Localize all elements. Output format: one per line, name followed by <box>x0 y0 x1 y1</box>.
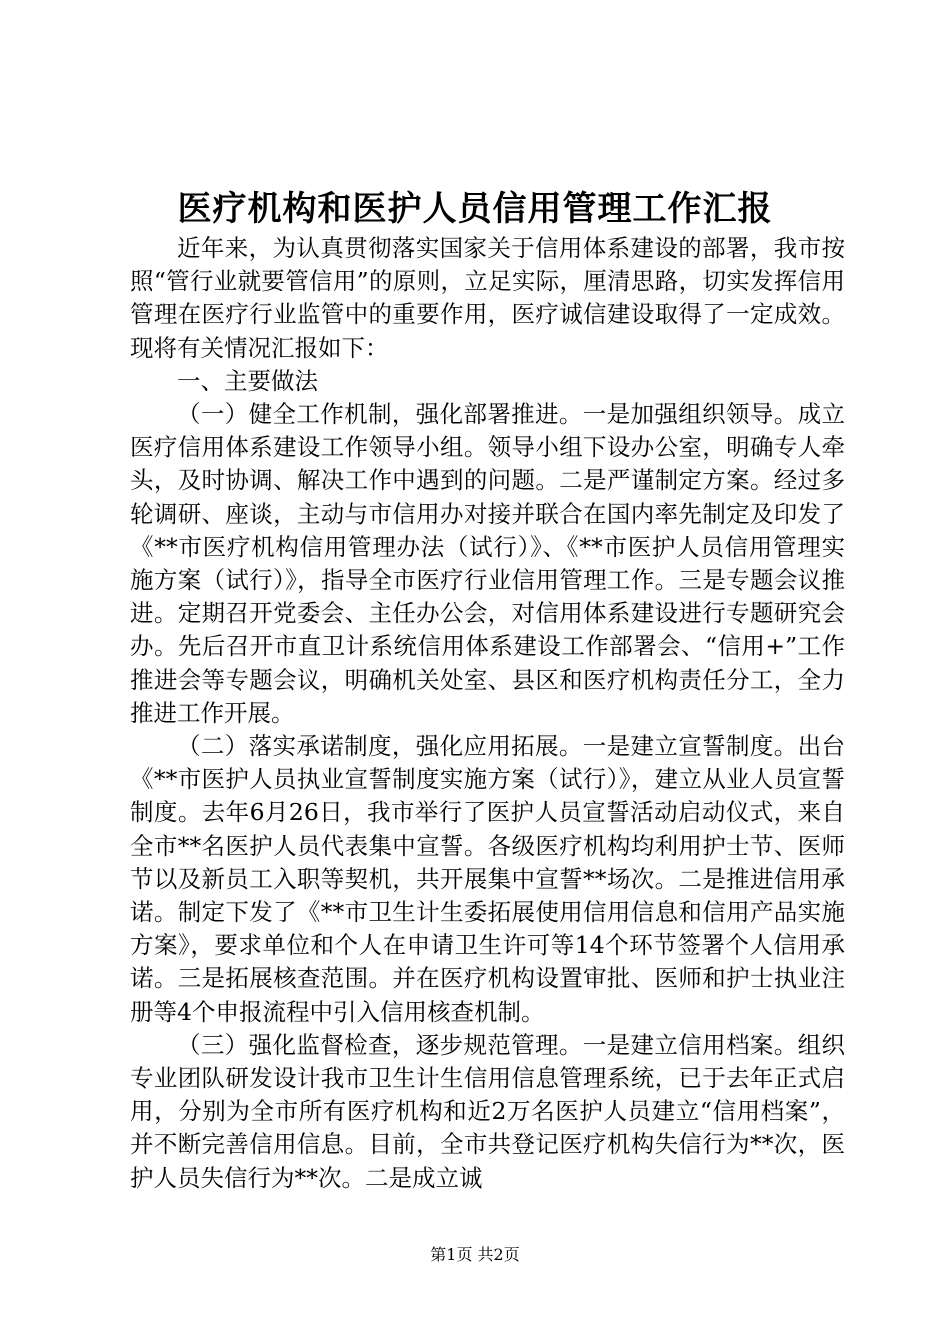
document-body <box>130 232 845 1195</box>
paragraph-work-mechanism: （一）健全工作机制，强化部署推进。一是加强组织领导。成立医疗信用体系建设工作领导小组。领导小组下设办公室，明确专人牵头，及时协调、解决工作中遇到的问题。二是严谨制定方案。经过多轮调研、座谈，主动与市信用办对接并联合在国内率先制定及印发了《**市医疗机构信用管理办法（试行）》、《**市医护人员信用管理实施方案（试行）》，指导全市医疗行业信用管理工作。三是专题会议推进。定期召开党委会、主任办公会，对信用体系建设进行专题研究会办。先后召开市直卫计系统信用体系建设工作部署会、“信用+”工作推进会等专题会议，明确机关处室、县区和医疗机构责任分工，全力推进工作开展。 <box>130 400 845 727</box>
paragraph-commitment-system: （二）落实承诺制度，强化应用拓展。一是建立宣誓制度。出台《**市医护人员执业宣誓制度实施方案（试行）》，建立从业人员宣誓制度。去年6月26日，我市举行了医护人员宣誓活动启动仪式，来自全市**名医护人员代表集中宣誓。各级医疗机构均利用护士节、医师节以及新员工入职等契机，共开展集中宣誓**场次。二是推进信用承诺。制定下发了《**市卫生计生委拓展使用信用信息和信用产品实施方案》，要求单位和个人在申请卫生许可等14个环节签署个人信用承诺。三是拓展核查范围。并在医疗机构设置审批、医师和护士执业注册等4个申报流程中引入信用核查机制。 <box>130 732 845 1026</box>
page-footer: 第1页 共2页 <box>430 1245 520 1264</box>
document-title: 医疗机构和医护人员信用管理工作汇报 <box>177 189 773 229</box>
intro-paragraph: 近年来，为认真贯彻落实国家关于信用体系建设的部署，我市按照“管行业就要管信用”的原则，立足实际，厘清思路，切实发挥信用管理在医疗行业监管中的重要作用，医疗诚信建设取得了一定成效。现将有关情况汇报如下： <box>130 234 845 362</box>
section-heading: 一、主要做法 <box>177 366 318 395</box>
paragraph-supervision: （三）强化监督检查，逐步规范管理。一是建立信用档案。组织专业团队研发设计我市卫生计生信用信息管理系统，已于去年正式启用，分别为全市所有医疗机构和近2万名医护人员建立“信用档案”，并不断完善信用信息。目前，全市共登记医疗机构失信行为**次，医护人员失信行为**次。二是成立诚 <box>130 1030 845 1192</box>
